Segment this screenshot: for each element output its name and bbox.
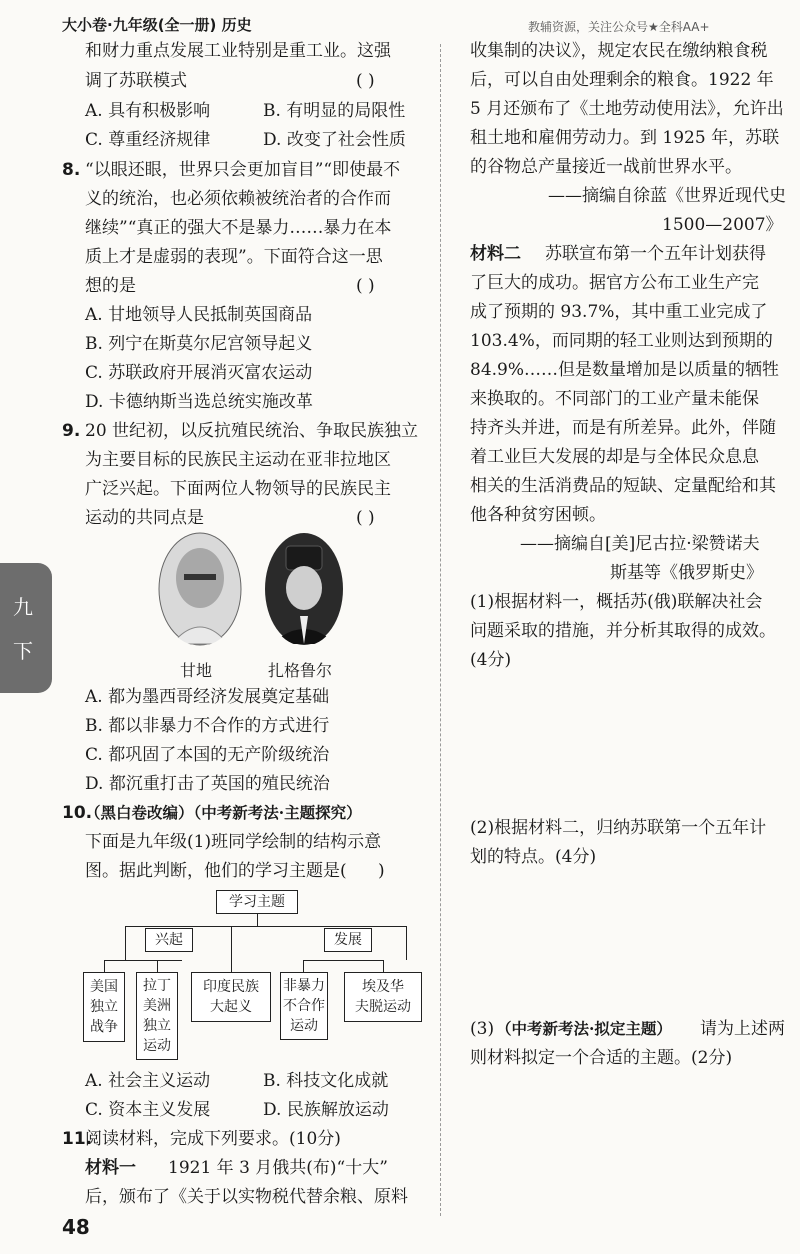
q11-sub1-line: 问题采取的措施，并分析其取得的成效。 [470, 621, 776, 641]
diagram-connector [157, 960, 158, 972]
q8-stem-line: 义的统治，也必须依赖被统治者的合作而 [85, 189, 391, 209]
q8-option-c: C. 苏联政府开展消灭富农运动 [85, 363, 313, 383]
q9-stem-line: 为主要目标的民族民主运动在亚非拉地区 [85, 450, 391, 470]
material1-source: 1500—2007》 [662, 215, 783, 235]
q9-option-a: A. 都为墨西哥经济发展奠定基础 [85, 687, 330, 707]
q10-option-b: B. 科技文化成就 [263, 1071, 389, 1091]
material2-label: 材料二 [470, 244, 521, 264]
q7-stem-line: 调了苏联模式 [85, 71, 187, 91]
material2-line: 103.4%，而同期的轻工业则达到预期的 [470, 331, 773, 351]
q11-sub1-line: (4分) [470, 650, 512, 670]
diagram-connector [231, 926, 232, 972]
material2-line: 他各种贫穷困顿。 [470, 505, 606, 525]
diagram-leaf: 美国 独立 战争 [83, 972, 125, 1042]
q10-tag: （黑白卷改编）（中考新考法·主题探究） [85, 803, 362, 822]
grade-side-tab [0, 563, 52, 693]
diagram-branch-develop: 发展 [324, 928, 372, 952]
q8-option-a: A. 甘地领导人民抵制英国商品 [85, 305, 313, 325]
material2-line: 成了预期的 93.7%，其中重工业完成了 [470, 302, 768, 322]
page-number: 48 [62, 1215, 90, 1239]
answer-blank: ( ) [356, 276, 375, 296]
q11-sub3-rest: 请为上述两 [700, 1019, 785, 1039]
material1-line: 租土地和雇佣劳动力。到 1925 年，苏联 [470, 128, 780, 148]
q11-material1-line: 1921 年 3 月俄共(布)“十大” [168, 1158, 388, 1178]
diagram-branch-rise: 兴起 [145, 928, 193, 952]
q9-stem-line: 20 世纪初，以反抗殖民统治、争取民族独立 [85, 421, 419, 441]
q11-number: 11. [62, 1129, 93, 1149]
material2-source: ——摘编自[美]尼古拉·梁赞诺夫 [520, 534, 760, 554]
diagram-connector [125, 926, 126, 960]
diagram-connector [104, 960, 105, 972]
q11-sub3-prefix: (3) [470, 1019, 495, 1039]
material2-line: 了巨大的成功。据官方公布工业生产完 [470, 273, 759, 293]
q11-sub3-tag: （中考新考法·拟定主题） [496, 1019, 672, 1038]
side-tab-char-1: 九 [13, 595, 33, 619]
q10-number: 10. [62, 803, 93, 823]
q8-option-d: D. 卡德纳斯当选总统实施改革 [85, 392, 313, 412]
q9-option-d: D. 都沉重打击了英国的殖民统治 [85, 774, 330, 794]
q11-sub1-line: (1)根据材料一，概括苏(俄)联解决社会 [470, 592, 763, 612]
caption-gandhi: 甘地 [180, 661, 213, 680]
diagram-connector [257, 914, 258, 926]
diagram-connector [125, 926, 407, 927]
material1-line: 后，可以自由处理剩余的粮食。1922 年 [470, 70, 774, 90]
q8-number: 8. [62, 160, 81, 180]
diagram-leaf: 非暴力 不合作 运动 [280, 972, 328, 1040]
material1-line: 的谷物总产量接近一战前世界水平。 [470, 157, 742, 177]
q10-option-a: A. 社会主义运动 [85, 1071, 211, 1091]
diagram-root: 学习主题 [216, 890, 298, 914]
q11-sub2-line: (2)根据材料二，归纳苏联第一个五年计 [470, 818, 767, 838]
q7-option-b: B. 有明显的局限性 [263, 101, 406, 121]
column-divider [440, 44, 441, 1216]
q7-stem-line: 和财力重点发展工业特别是重工业。这强 [85, 41, 391, 61]
material2-line: 苏联宣布第一个五年计划获得 [545, 244, 766, 264]
material2-line: 84.9%……但是数量增加是以质量的牺牲 [470, 360, 780, 380]
material2-line: 持齐头并进，而是有所差异。此外，伴随 [470, 418, 776, 438]
q10-stem-line: 下面是九年级(1)班同学绘制的结构示意 [85, 832, 382, 852]
q11-sub2-line: 划的特点。(4分) [470, 847, 597, 867]
material2-line: 着工业巨大发展的却是与全体民众息息 [470, 447, 759, 467]
q9-stem-line: 运动的共同点是 [85, 508, 204, 528]
diagram-leaf: 拉丁 美洲 独立 运动 [136, 972, 178, 1060]
q7-option-a: A. 具有积极影响 [85, 101, 211, 121]
material1-source: ——摘编自徐蓝《世界近现代史 [548, 186, 786, 206]
q11-material1-line: 后，颁布了《关于以实物税代替余粮、原料 [85, 1187, 408, 1207]
answer-blank-close: ) [378, 861, 385, 881]
q11-sub3-line: 则材料拟定一个合适的主题。(2分) [470, 1048, 733, 1068]
q8-stem-line: 想的是 [85, 276, 136, 296]
material1-line: 5 月还颁布了《土地劳动使用法》，允许出 [470, 99, 784, 119]
material2-line: 来换取的。不同部门的工业产量未能保 [470, 389, 759, 409]
material2-line: 相关的生活消费品的短缺、定量配给和其 [470, 476, 776, 496]
q10-option-c: C. 资本主义发展 [85, 1100, 211, 1120]
q10-option-d: D. 民族解放运动 [263, 1100, 389, 1120]
q8-option-b: B. 列宁在斯莫尔尼宫领导起义 [85, 334, 313, 354]
q9-stem-line: 广泛兴起。下面两位人物领导的民族民主 [85, 479, 391, 499]
q8-stem-line: 质上才是虚弱的表现”。下面符合这一思 [85, 247, 383, 267]
answer-blank: ( ) [356, 508, 375, 528]
q11-stem: 阅读材料，完成下列要求。(10分) [85, 1129, 341, 1149]
q11-material1-label: 材料一 [85, 1158, 136, 1178]
page-header-ad: 教辅资源，关注公众号★全科AA+ [528, 20, 710, 34]
gandhi-portrait [158, 532, 242, 646]
q8-stem-line: 继续”“真正的强大不是暴力……暴力在本 [85, 218, 392, 238]
diagram-connector [303, 960, 383, 961]
material1-line: 收集制的决议》，规定农民在缴纳粮食税 [470, 41, 768, 61]
q9-number: 9. [62, 421, 81, 441]
diagram-connector [406, 926, 407, 960]
material2-source: 斯基等《俄罗斯史》 [610, 563, 763, 583]
diagram-leaf: 埃及华 夫脱运动 [344, 972, 422, 1022]
diagram-connector [303, 960, 304, 972]
diagram-leaf: 印度民族 大起义 [191, 972, 271, 1022]
q7-option-c: C. 尊重经济规律 [85, 130, 211, 150]
q8-stem-line: “以眼还眼，世界只会更加盲目”“即使最不 [85, 160, 401, 180]
page-header-title: 大小卷·九年级(全一册) 历史 [62, 16, 252, 34]
answer-blank: ( ) [356, 71, 375, 91]
q7-option-d: D. 改变了社会性质 [263, 130, 406, 150]
q9-option-b: B. 都以非暴力不合作的方式进行 [85, 716, 330, 736]
q9-option-c: C. 都巩固了本国的无产阶级统治 [85, 745, 330, 765]
caption-zaghlul: 扎格鲁尔 [268, 661, 333, 680]
diagram-connector [104, 960, 182, 961]
zaghlul-portrait [264, 532, 344, 646]
side-tab-char-2: 下 [13, 639, 33, 663]
q10-stem-line: 图。据此判断，他们的学习主题是( [85, 861, 347, 881]
diagram-connector [383, 960, 384, 972]
